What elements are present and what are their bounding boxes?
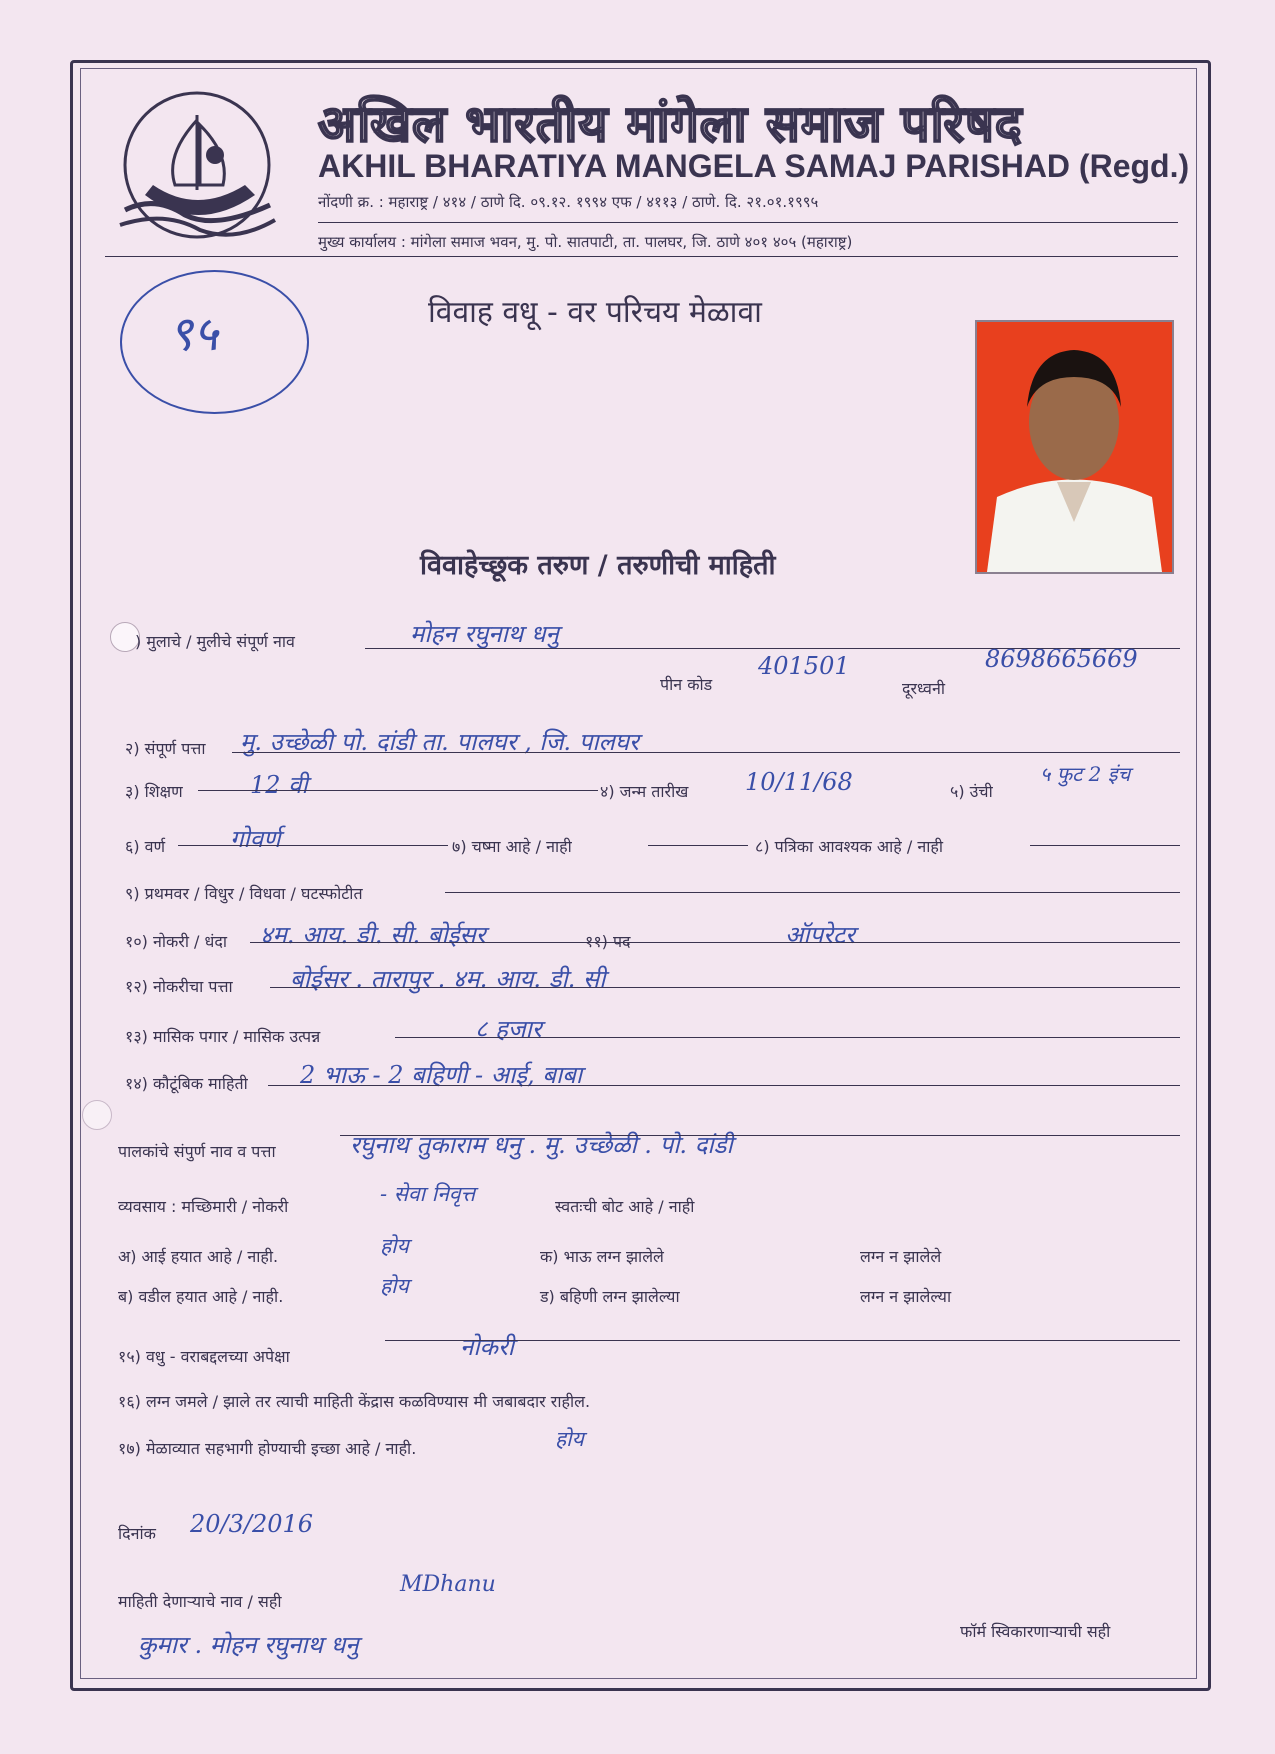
income-value: ८ हजार — [475, 1015, 542, 1043]
phone-label: दूरध्वनी — [902, 679, 945, 698]
dob-value: 10/11/68 — [745, 768, 853, 796]
expectations-value: नोकरी — [460, 1333, 514, 1361]
address-value: मु. उच्छेळी पो. दांडी ता. पालघर , जि. पालघर — [240, 728, 639, 756]
pin-label: पीन कोड — [660, 675, 713, 694]
father-alive-value: होय — [380, 1274, 409, 1298]
registration-number: नोंदणी क्र. : महाराष्ट्र / ४१४ / ठाणे दि. ०९.१२. १९९४ एफ / ४११३ / ठाणे. दि. २१.०१.१९९५ — [318, 193, 819, 211]
business-label: व्यवसाय : मच्छिमारी / नोकरी — [118, 1197, 289, 1216]
occupation-value: ४म. आय. डी. सी. बोईसर — [260, 921, 486, 949]
office-address: मुख्य कार्यालय : मांगेला समाज भवन, मु. पो. सातपाटी, ता. पालघर, जि. ठाणे ४०१ ४०५ (महाराष्ट्र) — [318, 233, 853, 251]
signature: MDhanu — [400, 1572, 496, 1597]
org-title-english: AKHIL BHARATIYA MANGELA SAMAJ PARISHAD (Regd.) — [318, 148, 1190, 184]
field-line — [445, 892, 1180, 893]
mother-alive-label: अ) आई हयात आहे / नाही. — [118, 1247, 279, 1266]
field-line — [198, 790, 598, 791]
height-label: ५) उंची — [950, 782, 993, 801]
occupation-label: १०) नोकरी / धंदा — [125, 932, 228, 951]
field-line — [232, 752, 1180, 753]
date-value: 20/3/2016 — [190, 1510, 314, 1538]
father-alive-label: ब) वडील हयात आहे / नाही. — [118, 1287, 284, 1306]
mother-alive-value: होय — [380, 1234, 409, 1258]
family-label: १४) कौटूंबिक माहिती — [125, 1074, 248, 1093]
horoscope-label: ८) पत्रिका आवश्यक आहे / नाही — [755, 837, 944, 856]
participation-label: १७) मेळाव्यात सहभागी होण्याची इच्छा आहे / नाही. — [118, 1439, 417, 1458]
informant-name: कुमार . मोहन रघुनाथ धनु — [138, 1631, 359, 1659]
sisters-married-label: ड) बहिणी लग्न झालेल्या — [540, 1287, 680, 1306]
receiver-signature-label: फॉर्म स्विकारणाऱ्याची सही — [960, 1622, 1111, 1641]
dob-label: ४) जन्म तारीख — [600, 782, 689, 801]
phone-value: 8698665669 — [985, 645, 1138, 673]
height-value: ५ फुट 2 इंच — [1040, 762, 1131, 786]
field-line — [268, 1085, 1180, 1086]
family-value: 2 भाऊ - 2 बहिणी - आई, बाबा — [300, 1061, 583, 1089]
punch-hole — [82, 1100, 112, 1130]
work-address-value: बोईसर . तारापुर . ४म. आय. डी. सी — [290, 965, 606, 993]
address-label: २) संपूर्ण पत्ता — [125, 739, 206, 758]
sisters-unmarried-label: लग्न न झालेल्या — [860, 1287, 952, 1306]
brothers-unmarried-label: लग्न न झालेले — [860, 1247, 942, 1266]
field-line — [178, 845, 448, 846]
field-line — [340, 1135, 1180, 1136]
event-title: विवाह वधू - वर परिचय मेळावा — [428, 295, 762, 330]
education-label: ३) शिक्षण — [125, 782, 183, 801]
serial-number: ९५ — [168, 306, 218, 362]
field-line — [1030, 845, 1180, 846]
post-value: ऑपरेटर — [785, 921, 855, 949]
field-line — [270, 987, 1180, 988]
spectacles-label: ७) चष्मा आहे / नाही — [452, 837, 572, 856]
pin-value: 401501 — [758, 652, 850, 680]
field-line — [395, 1037, 1180, 1038]
expectations-label: १५) वधु - वराबद्दलच्या अपेक्षा — [118, 1347, 290, 1366]
ship-logo-icon — [105, 85, 290, 245]
complexion-label: ६) वर्ण — [125, 837, 166, 856]
responsibility-statement: १६) लग्न जमले / झाले तर त्याची माहिती केंद्रास कळविण्यास मी जबाबदार राहील. — [118, 1392, 591, 1411]
parent-value: रघुनाथ तुकाराम धनु . मु. उच्छेळी . पो. दांडी — [350, 1131, 733, 1159]
org-title-marathi: अखिल भारतीय मांगेला समाज परिषद — [318, 95, 1023, 153]
field-line — [385, 1340, 1180, 1341]
name-value: मोहन रघुनाथ धनु — [410, 620, 559, 648]
income-label: १३) मासिक पगार / मासिक उत्पन्न — [125, 1027, 321, 1046]
business-value: - सेवा निवृत्त — [380, 1182, 476, 1206]
parent-label: पालकांचे संपुर्ण नाव व पत्ता — [118, 1142, 276, 1161]
header-divider — [318, 222, 1178, 223]
marital-status-label: ९) प्रथमवर / विधुर / विधवा / घटस्फोटीत — [125, 884, 363, 903]
date-label: दिनांक — [118, 1524, 156, 1543]
person-photo-icon — [977, 322, 1172, 572]
post-label: ११) पद — [585, 932, 631, 951]
complexion-value: गोवर्ण — [230, 825, 281, 853]
header-divider-bottom — [105, 256, 1178, 257]
field-line — [648, 845, 748, 846]
education-value: 12 वी — [250, 771, 308, 799]
informant-label: माहिती देणाऱ्याचे नाव / सही — [118, 1592, 282, 1611]
boat-label: स्वतःची बोट आहे / नाही — [555, 1197, 695, 1216]
brothers-married-label: क) भाऊ लग्न झालेले — [540, 1247, 664, 1266]
participation-value: होय — [555, 1427, 584, 1451]
section-title: विवाहेच्छूक तरुण / तरुणीची माहिती — [420, 550, 776, 581]
work-address-label: १२) नोकरीचा पत्ता — [125, 977, 233, 996]
name-label: ) मुलाचे / मुलीचे संपूर्ण नाव — [135, 632, 295, 651]
applicant-photo — [975, 320, 1174, 574]
field-line — [250, 942, 1180, 943]
